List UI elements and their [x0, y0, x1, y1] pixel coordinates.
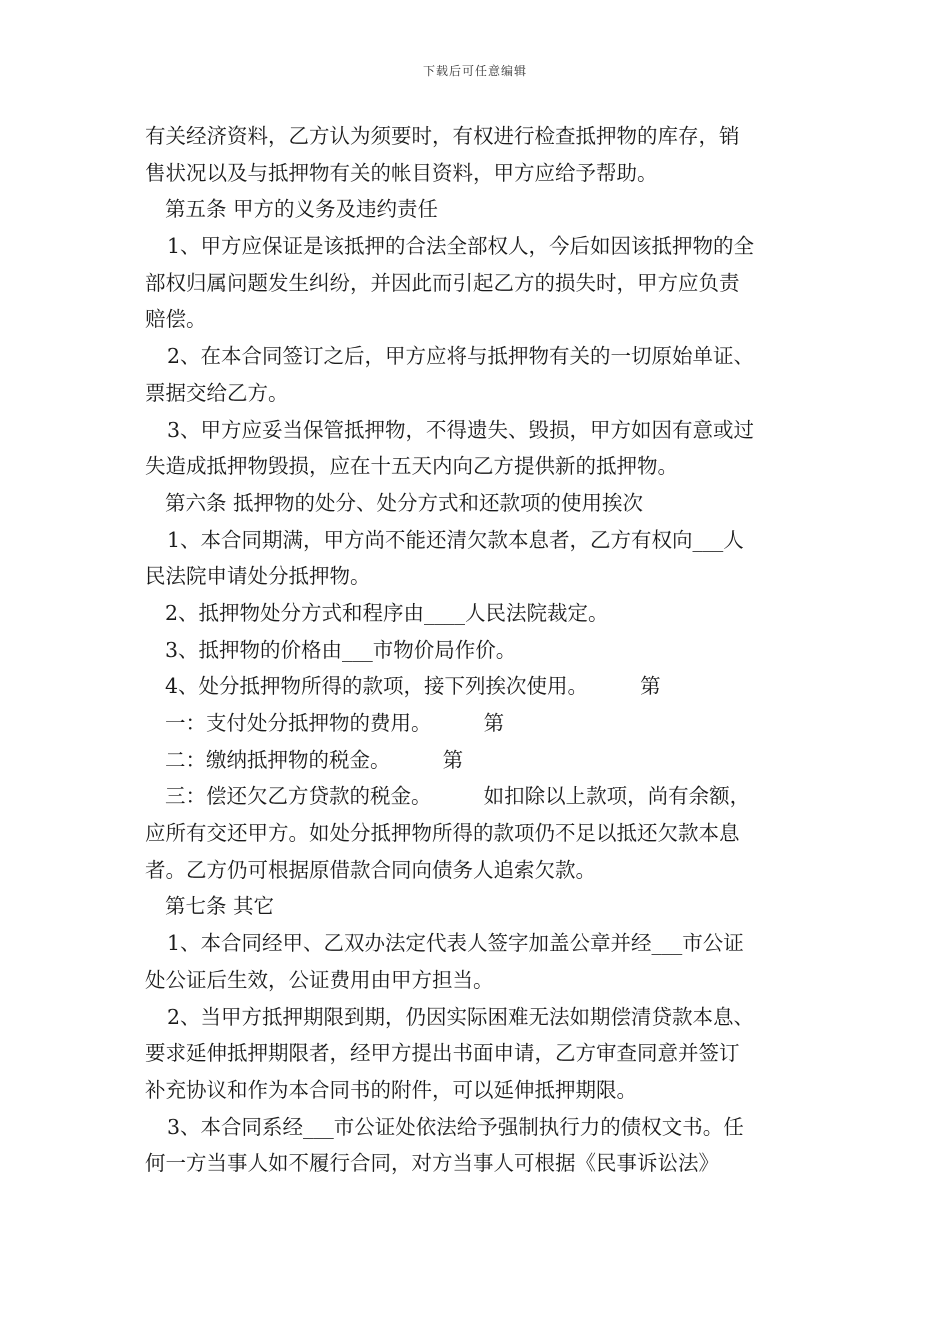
text-line: 处公证后生效，公证费用由甲方担当。: [145, 967, 494, 992]
text-line: 3、本合同系经___市公证处依法给予强制执行力的债权文书。任: [167, 1114, 744, 1139]
text-line: 3、抵押物的价格由___市物价局作价。: [165, 637, 517, 662]
page-header: 下载后可任意编辑: [422, 64, 527, 78]
text-line: 失造成抵押物毁损，应在十五天内向乙方提供新的抵押物。: [145, 454, 678, 479]
text-line: 应所有交还甲方。如处分抵押物所得的款项仍不足以抵还欠款本息: [145, 821, 740, 846]
text-line: 二：缴纳抵押物的税金。 第: [165, 747, 464, 772]
text-line: 售状况以及与抵押物有关的帐目资料，甲方应给予帮助。: [145, 160, 658, 185]
text-line: 2、抵押物处分方式和程序由____人民法院裁定。: [165, 600, 609, 625]
text-line: 3、甲方应妥当保管抵押物，不得遗失、毁损，甲方如因有意或过: [167, 417, 755, 442]
text-line: 要求延伸抵押期限者，经甲方提出书面申请，乙方审查同意并签订: [145, 1041, 740, 1066]
text-line: 三：偿还欠乙方贷款的税金。 如扣除以上款项，尚有余额，: [165, 784, 751, 809]
text-line: 者。乙方仍可根据原借款合同向债务人追索欠款。: [145, 857, 596, 882]
text-line: 1、甲方应保证是该抵押的合法全部权人，今后如因该抵押物的全: [167, 234, 755, 259]
text-line: 2、当甲方抵押期限到期，仍因实际困难无法如期偿清贷款本息、: [167, 1004, 755, 1029]
text-line: 一：支付处分抵押物的费用。 第: [165, 711, 505, 735]
text-line: 何一方当事人如不履行合同，对方当事人可根据《民事诉讼法》: [145, 1151, 719, 1176]
text-line: 有关经济资料，乙方认为须要时，有权进行检查抵押物的库存，销: [145, 124, 740, 148]
text-line: 第七条 其它: [165, 894, 275, 919]
text-line: 票据交给乙方。: [145, 380, 289, 405]
text-line: 第五条 甲方的义务及违约责任: [165, 197, 439, 222]
text-line: 2、在本合同签订之后，甲方应将与抵押物有关的一切原始单证、: [167, 344, 755, 369]
document-body: [145, 118, 807, 1182]
text-line: 第六条 抵押物的处分、处分方式和还款项的使用挨次: [165, 490, 644, 515]
text-line: 赔偿。: [145, 307, 207, 332]
text-line: 部权归属问题发生纠纷，并因此而引起乙方的损失时，甲方应负责: [145, 270, 740, 295]
text-line: 1、本合同期满，甲方尚不能还清欠款本息者，乙方有权向___人: [167, 527, 744, 552]
text-line: 4、处分抵押物所得的款项，接下列挨次使用。 第: [165, 674, 661, 699]
text-line: 补充协议和作为本合同书的附件，可以延伸抵押期限。: [145, 1077, 637, 1102]
text-line: 民法院申请处分抵押物。: [145, 564, 371, 589]
text-line: 1、本合同经甲、乙双办法定代表人签字加盖公章并经___市公证: [167, 931, 744, 956]
